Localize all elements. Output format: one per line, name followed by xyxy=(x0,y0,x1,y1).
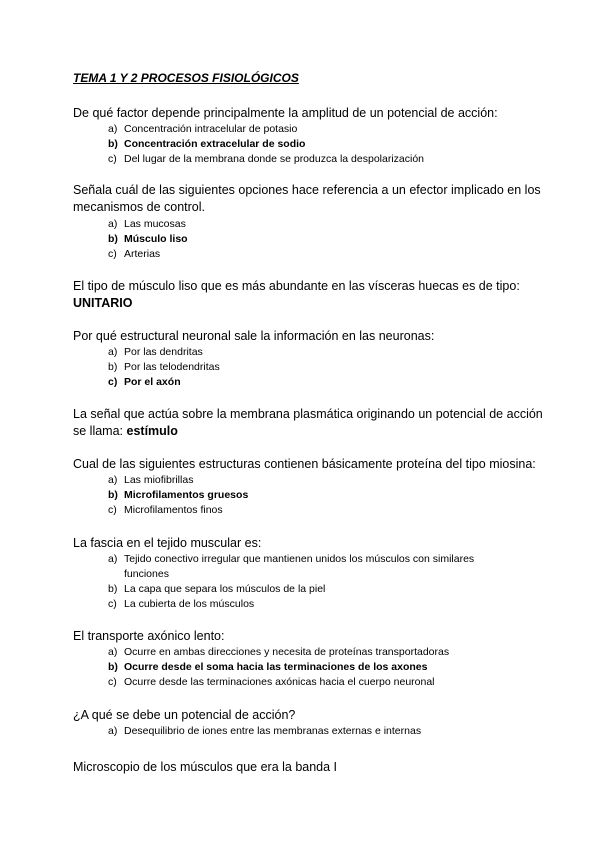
option-2b-correct: b) Músculo liso xyxy=(108,233,188,245)
page-title: TEMA 1 Y 2 PROCESOS FISIOLÓGICOS xyxy=(73,71,299,85)
question-4: Por qué estructural neuronal sale la información en las neuronas: xyxy=(73,329,435,343)
question-8: El transporte axónico lento: xyxy=(73,629,225,643)
question-6-options xyxy=(108,473,518,518)
question-10: Microscopio de los músculos que era la banda I xyxy=(73,760,338,774)
option-4c-correct: c) Por el axón xyxy=(108,376,181,388)
option-7b: b) La capa que separa los músculos de la piel xyxy=(108,583,326,595)
question-7: La fascia en el tejido muscular es: xyxy=(73,536,262,550)
option-6b-correct: b) Microfilamentos gruesos xyxy=(108,489,249,501)
question-2-options xyxy=(108,217,518,262)
question-1-options xyxy=(108,122,518,167)
option-6a: a) Las miofibrillas xyxy=(108,474,194,486)
question-6: Cual de las siguientes estructuras contienen básicamente proteína del tipo miosina: xyxy=(73,457,536,471)
question-2: Señala cuál de las siguientes opciones hace referencia a un efector implicado en los mecanismos de control. xyxy=(73,183,541,214)
option-9a: a) Desequilibrio de iones entre las membranas externas e internas xyxy=(108,725,422,737)
option-7a: a) Tejido conectivo irregular que mantienen unidos los músculos con similares funciones xyxy=(108,553,475,580)
question-9-options xyxy=(108,724,518,739)
option-8c: c) Ocurre desde las terminaciones axónicas hacia el cuerpo neuronal xyxy=(108,676,435,688)
option-7c: c) La cubierta de los músculos xyxy=(108,598,255,610)
question-8-options xyxy=(108,645,518,690)
question-5: La señal que actúa sobre la membrana plasmática originando un potencial de acción se llama: estímulo xyxy=(73,407,543,438)
question-3-answer: UNITARIO xyxy=(73,296,133,310)
option-4a: a) Por las dendritas xyxy=(108,346,203,358)
question-9: ¿A qué se debe un potencial de acción? xyxy=(73,708,296,722)
question-1: De qué factor depende principalmente la amplitud de un potencial de acción: xyxy=(73,106,498,120)
option-1c: c) Del lugar de la membrana donde se produzca la despolarización xyxy=(108,153,425,165)
option-8b-correct: b) Ocurre desde el soma hacia las terminaciones de los axones xyxy=(108,661,428,673)
option-2a: a) Las mucosas xyxy=(108,218,186,230)
question-4-options xyxy=(108,345,518,390)
option-8a: a) Ocurre en ambas direcciones y necesita de proteínas transportadoras xyxy=(108,646,450,658)
option-6c: c) Microfilamentos finos xyxy=(108,504,223,516)
option-1b-correct: b) Concentración extracelular de sodio xyxy=(108,138,306,150)
option-1a: a) Concentración intracelular de potasio xyxy=(108,123,298,135)
question-5-answer: estímulo xyxy=(126,424,178,438)
question-7-options xyxy=(108,552,518,612)
option-4b: b) Por las telodendritas xyxy=(108,361,220,373)
question-3: El tipo de músculo liso que es más abundante en las vísceras huecas es de tipo: UNITARIO xyxy=(73,279,520,310)
option-2c: c) Arterias xyxy=(108,248,161,260)
